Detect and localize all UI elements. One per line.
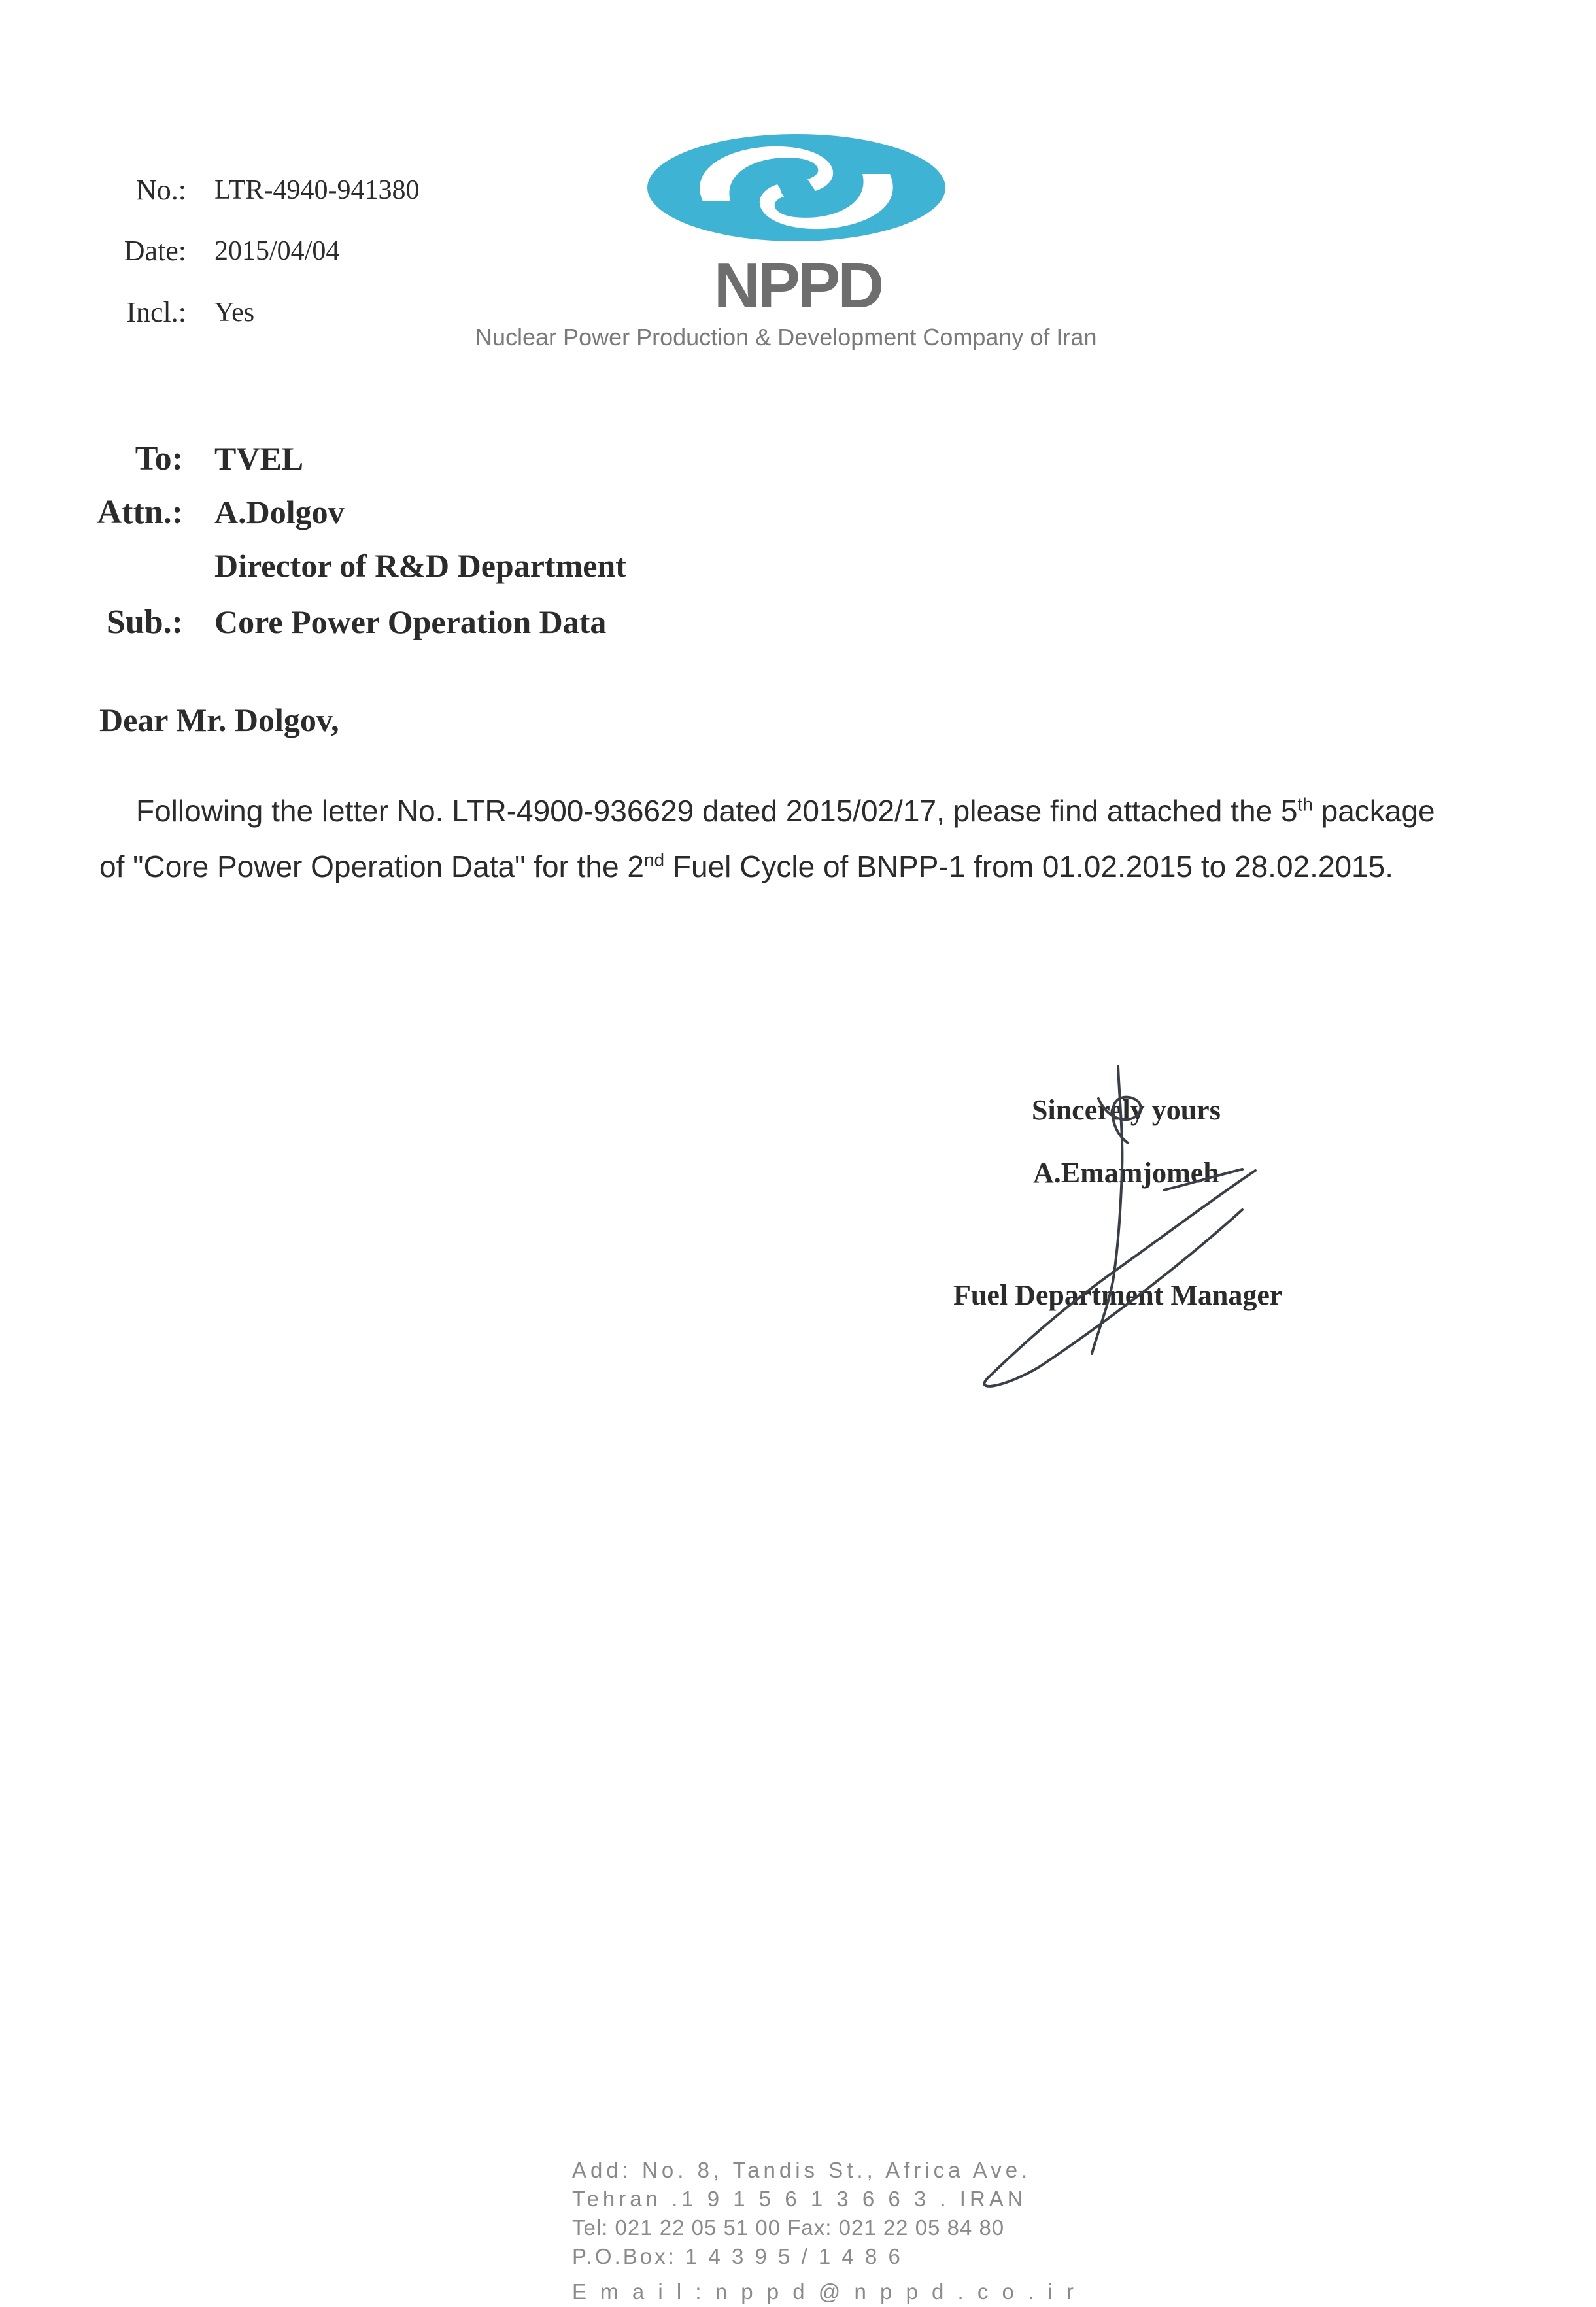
attention-name: A.Dolgov [214, 494, 345, 530]
inclusion-label: Incl.: [126, 296, 186, 328]
handwritten-signature [968, 1059, 1275, 1399]
footer-pobox: P.O.Box: 1 4 3 9 5 / 1 4 8 6 [572, 2244, 903, 2268]
date-value: 2015/04/04 [214, 236, 340, 266]
attention-label: Attn.: [97, 494, 183, 531]
sign-off: Sincerely yours [1032, 1094, 1221, 1126]
footer-city: Tehran .1 9 1 5 6 1 3 6 6 3 . IRAN [572, 2187, 1027, 2211]
inclusion-value: Yes [214, 298, 255, 328]
recipient-value: TVEL [214, 440, 304, 477]
attention-title: Director of R&D Department [214, 547, 626, 584]
subject-label: Sub.: [106, 604, 183, 641]
footer-address: Add: No. 8, Tandis St., Africa Ave. [572, 2158, 1032, 2182]
salutation: Dear Mr. Dolgov, [99, 702, 339, 738]
recipient-label: To: [135, 440, 183, 477]
nppd-logo [644, 131, 951, 317]
letter-body [99, 783, 1446, 895]
company-name: Nuclear Power Production & Development Company of Iran [475, 324, 1097, 350]
subject-value: Core Power Operation Data [214, 604, 607, 640]
signer-title: Fuel Department Manager [953, 1279, 1283, 1311]
reference-number-label: No.: [136, 174, 186, 206]
date-label: Date: [124, 235, 186, 267]
logo-wordmark: NPPD [713, 249, 882, 317]
reference-number-value: LTR-4940-941380 [214, 175, 420, 205]
body-superscript-2: nd [643, 849, 665, 870]
footer-phone: Tel: 021 22 05 51 00 Fax: 021 22 05 84 80 [572, 2215, 1005, 2240]
body-text-part3: Fuel Cycle of BNPP-1 from 01.02.2015 to 28.02.2015. [664, 849, 1393, 883]
body-superscript-1: th [1297, 794, 1313, 815]
body-text-part2: package of "Core Power Operation Data" for the 2 [99, 794, 1435, 883]
logo-center-dot [780, 174, 806, 200]
body-text-part1: Following the letter No. LTR-4900-936629 dated 2015/02/17, please find attached the 5 [136, 794, 1298, 828]
footer-email: E m a i l : n p p d @ n p p d . c o . i r [572, 2280, 1078, 2304]
signer-name: A.Emamjomeh [1033, 1157, 1219, 1189]
